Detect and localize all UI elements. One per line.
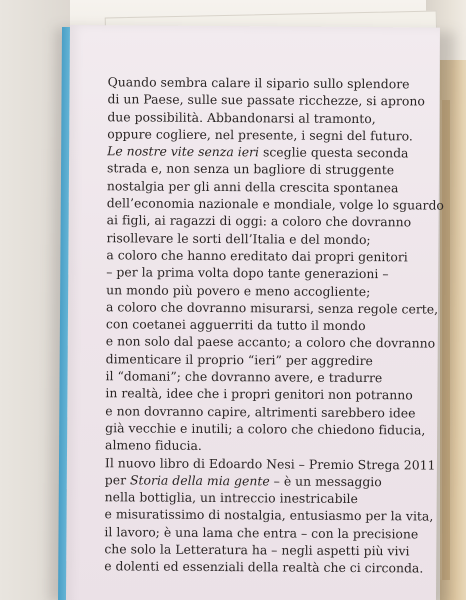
blurb-line: due possibilità. Abbandonarsi al tramonto,: [107, 108, 376, 126]
blurb-line: almeno fiducia.: [105, 437, 202, 454]
blurb-line: già vecchie e inutili; a coloro che chiedono fiducia,: [105, 420, 426, 438]
blurb-line: con coetanei agguerriti da tutto il mondo: [105, 316, 366, 334]
blurb-line: – per la prima volta dopo tante generazioni –: [106, 264, 389, 282]
blurb-line: nostalgia per gli anni della crescita spontanea: [106, 178, 399, 196]
blurb-line: e non dovranno capire, altrimenti sarebbero idee: [105, 402, 416, 421]
dust-jacket-flap: [66, 25, 444, 600]
blurb-line: di un Paese, sulle sue passate ricchezze, si aprono: [107, 91, 425, 109]
blurb-line: a coloro che hanno ereditato dai propri genitori: [106, 247, 408, 265]
blurb-line: il lavoro; è una lama che entra – con la precisione: [104, 523, 419, 542]
blurb-line: dell’economia nazionale e mondiale, volge lo sguardo: [106, 195, 444, 213]
blurb-line: e dolenti ed essenziali della realtà che ci circonda.: [104, 558, 424, 576]
blurb-line: dimenticare il proprio “ieri” per aggredire: [105, 351, 373, 368]
flap-blurb: [104, 73, 444, 577]
blurb-line: oppure cogliere, nel presente, i segni del futuro.: [107, 126, 413, 144]
book-title-italic: Le nostre vite senza ieri: [107, 143, 260, 160]
blurb-line: un mondo più povero e meno accogliente;: [106, 281, 371, 299]
blurb-line: Le nostre vite senza ieri sceglie questa seconda: [107, 143, 409, 161]
blurb-line: che solo la Letteratura ha – negli aspetti più vivi: [104, 541, 410, 559]
blurb-line: strada e, non senza un bagliore di struggente: [106, 160, 395, 178]
blurb-line: in realtà, idee che i propri genitori non potranno: [105, 385, 413, 403]
book-title-italic: Storia della mia gente: [129, 472, 270, 489]
blurb-line: Quando sembra calare il sipario sullo splendore: [107, 74, 410, 92]
blurb-line: nella bottiglia, un intreccio inestricabile: [104, 489, 358, 507]
blurb-line: e non solo dal paese accanto; a coloro che dovranno: [105, 333, 436, 352]
blurb-line: Il nuovo libro di Edoardo Nesi – Premio Strega 2011: [104, 454, 436, 473]
blurb-line: a coloro che dovranno misurarsi, senza regole certe,: [105, 299, 439, 317]
blurb-line: e misuratissimo di nostalgia, entusiasmo per la vita,: [104, 506, 434, 524]
blurb-line: per Storia della mia gente – è un messaggio: [104, 472, 382, 490]
blurb-line: risollevare le sorti dell’Italia e del mondo;: [106, 229, 371, 247]
blurb-line: ai figli, ai ragazzi di oggi: a coloro che dovranno: [106, 212, 412, 230]
blurb-line: il “domani”; che dovranno avere, e tradurre: [105, 368, 383, 386]
